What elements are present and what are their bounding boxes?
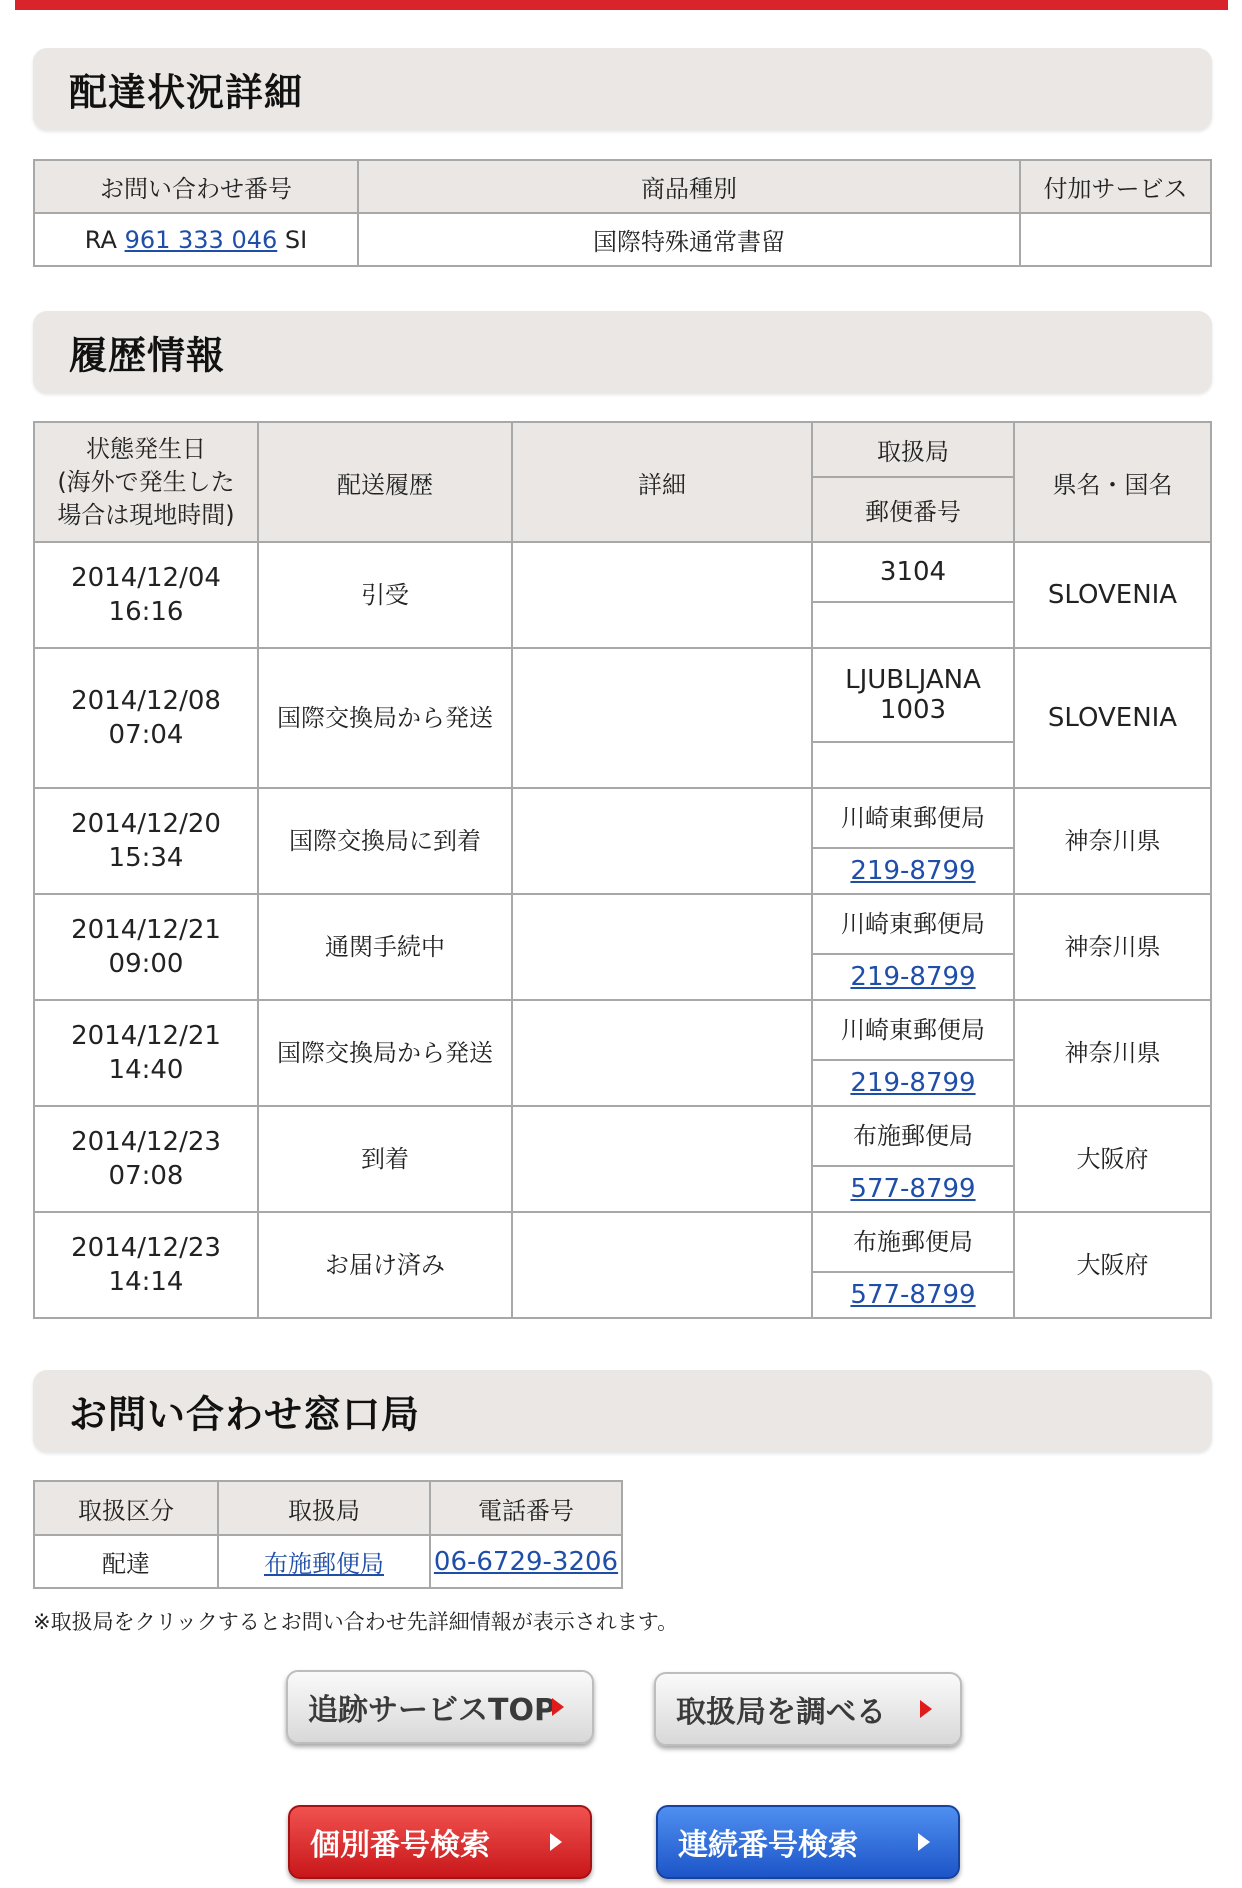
col-office: 取扱局 (812, 422, 1014, 477)
history-status: 国際交換局から発送 (258, 1000, 512, 1106)
history-date: 2014/12/23 (71, 1127, 221, 1157)
play-arrow-icon (918, 1833, 930, 1851)
history-office-cell (812, 1212, 1014, 1318)
col-history: 配送履歴 (258, 422, 512, 542)
detail-table (33, 159, 1212, 267)
history-datetime (34, 542, 258, 648)
history-date: 2014/12/04 (71, 563, 221, 593)
col-date: 状態発生日 (海外で発生した 場合は現地時間) (34, 422, 258, 542)
detail-section-header (33, 48, 1212, 130)
contact-section-header (33, 1370, 1212, 1452)
history-office-cell (812, 1000, 1014, 1106)
sequential-search-label: 連続番号検索 (678, 1828, 858, 1863)
find-office-label: 取扱局を調べる (676, 1695, 886, 1730)
history-postal-link[interactable]: 219-8799 (850, 856, 976, 886)
history-postal (813, 1167, 1013, 1211)
history-region: 神奈川県 (1014, 894, 1211, 1000)
history-datetime (34, 894, 258, 1000)
col-category: 取扱区分 (34, 1481, 218, 1535)
top-accent-bar (15, 0, 1228, 10)
history-status: 国際交換局から発送 (258, 648, 512, 788)
individual-search-button[interactable] (288, 1805, 592, 1879)
col-details: 詳細 (512, 422, 812, 542)
history-office-cell (812, 542, 1014, 648)
history-row (34, 648, 1211, 788)
tracking-top-label: 追跡サービスTOP (308, 1693, 556, 1728)
history-details (512, 1212, 812, 1318)
history-row (34, 788, 1211, 894)
history-row (34, 1106, 1211, 1212)
col-product-type: 商品種別 (358, 160, 1020, 213)
history-details (512, 542, 812, 648)
col-postal: 郵便番号 (812, 477, 1014, 542)
history-region: 大阪府 (1014, 1212, 1211, 1318)
history-office-cell (812, 1106, 1014, 1212)
history-section-title: 履歴情報 (69, 333, 226, 378)
history-time: 07:08 (108, 1161, 184, 1191)
tracking-number-cell (34, 213, 358, 266)
col-additional-service: 付加サービス (1020, 160, 1211, 213)
history-office: LJUBLJANA 1003 (813, 649, 1013, 743)
history-office: 川崎東郵便局 (813, 895, 1013, 955)
product-type-value: 国際特殊通常書留 (358, 213, 1020, 266)
history-postal-link[interactable]: 219-8799 (850, 1068, 976, 1098)
history-postal (813, 743, 1013, 787)
history-row (34, 542, 1211, 648)
history-postal (813, 603, 1013, 647)
history-postal-link[interactable]: 577-8799 (850, 1174, 976, 1204)
tracking-prefix: RA (84, 225, 117, 254)
history-date: 2014/12/20 (71, 809, 221, 839)
contact-category-value: 配達 (34, 1535, 218, 1588)
history-table (33, 421, 1212, 1319)
tracking-suffix: SI (284, 225, 308, 254)
history-postal (813, 1061, 1013, 1105)
contact-office-link[interactable]: 布施郵便局 (264, 1550, 384, 1578)
history-status: 通関手続中 (258, 894, 512, 1000)
history-datetime (34, 1000, 258, 1106)
col-inquiry-number: お問い合わせ番号 (34, 160, 358, 213)
sequential-search-button[interactable] (656, 1805, 960, 1879)
history-time: 16:16 (108, 597, 184, 627)
additional-service-value (1020, 213, 1211, 266)
history-region: 大阪府 (1014, 1106, 1211, 1212)
contact-phone-cell (430, 1535, 622, 1588)
history-postal (813, 1273, 1013, 1317)
history-time: 14:14 (108, 1267, 184, 1297)
history-office: 布施郵便局 (813, 1107, 1013, 1167)
history-region: SLOVENIA (1014, 648, 1211, 788)
history-details (512, 1106, 812, 1212)
history-region: 神奈川県 (1014, 788, 1211, 894)
history-row (34, 894, 1211, 1000)
history-office: 川崎東郵便局 (813, 1001, 1013, 1061)
tracking-number-link[interactable]: 961 333 046 (124, 225, 278, 254)
history-date: 2014/12/08 (71, 686, 221, 716)
history-status: 国際交換局に到着 (258, 788, 512, 894)
history-region: SLOVENIA (1014, 542, 1211, 648)
history-date: 2014/12/21 (71, 915, 221, 945)
history-status: 引受 (258, 542, 512, 648)
history-office: 布施郵便局 (813, 1213, 1013, 1273)
history-postal-link[interactable]: 219-8799 (850, 962, 976, 992)
history-office: 3104 (813, 543, 1013, 603)
play-arrow-icon (550, 1833, 562, 1851)
play-arrow-icon (552, 1698, 564, 1716)
play-arrow-icon (920, 1700, 932, 1718)
office-click-note: ※取扱局をクリックするとお問い合わせ先詳細情報が表示されます。 (33, 1610, 679, 1634)
history-date: 2014/12/21 (71, 1021, 221, 1051)
history-postal (813, 955, 1013, 999)
history-office-cell (812, 788, 1014, 894)
tracking-top-button[interactable] (286, 1670, 594, 1744)
history-time: 14:40 (108, 1055, 184, 1085)
history-details (512, 894, 812, 1000)
history-region: 神奈川県 (1014, 1000, 1211, 1106)
history-row (34, 1000, 1211, 1106)
col-contact-office: 取扱局 (218, 1481, 430, 1535)
history-details (512, 648, 812, 788)
history-row (34, 1212, 1211, 1318)
history-postal-link[interactable]: 577-8799 (850, 1280, 976, 1310)
individual-search-label: 個別番号検索 (310, 1828, 490, 1863)
contact-table (33, 1480, 623, 1589)
col-region: 県名・国名 (1014, 422, 1211, 542)
history-datetime (34, 788, 258, 894)
history-date: 2014/12/23 (71, 1233, 221, 1263)
history-office-cell (812, 894, 1014, 1000)
contact-office-cell (218, 1535, 430, 1588)
history-details (512, 788, 812, 894)
history-office: 川崎東郵便局 (813, 789, 1013, 849)
history-datetime (34, 1106, 258, 1212)
detail-section-title: 配達状況詳細 (69, 70, 304, 115)
history-datetime (34, 1212, 258, 1318)
history-time: 07:04 (108, 720, 184, 750)
history-time: 15:34 (108, 843, 184, 873)
col-phone: 電話番号 (430, 1481, 622, 1535)
history-status: 到着 (258, 1106, 512, 1212)
history-time: 09:00 (108, 949, 184, 979)
find-office-button[interactable] (654, 1672, 962, 1746)
history-status: お届け済み (258, 1212, 512, 1318)
history-details (512, 1000, 812, 1106)
history-section-header (33, 311, 1212, 393)
history-datetime (34, 648, 258, 788)
contact-phone-link[interactable]: 06-6729-3206 (433, 1546, 619, 1577)
history-office-cell (812, 648, 1014, 788)
history-postal (813, 849, 1013, 893)
contact-section-title: お問い合わせ窓口局 (69, 1392, 421, 1437)
